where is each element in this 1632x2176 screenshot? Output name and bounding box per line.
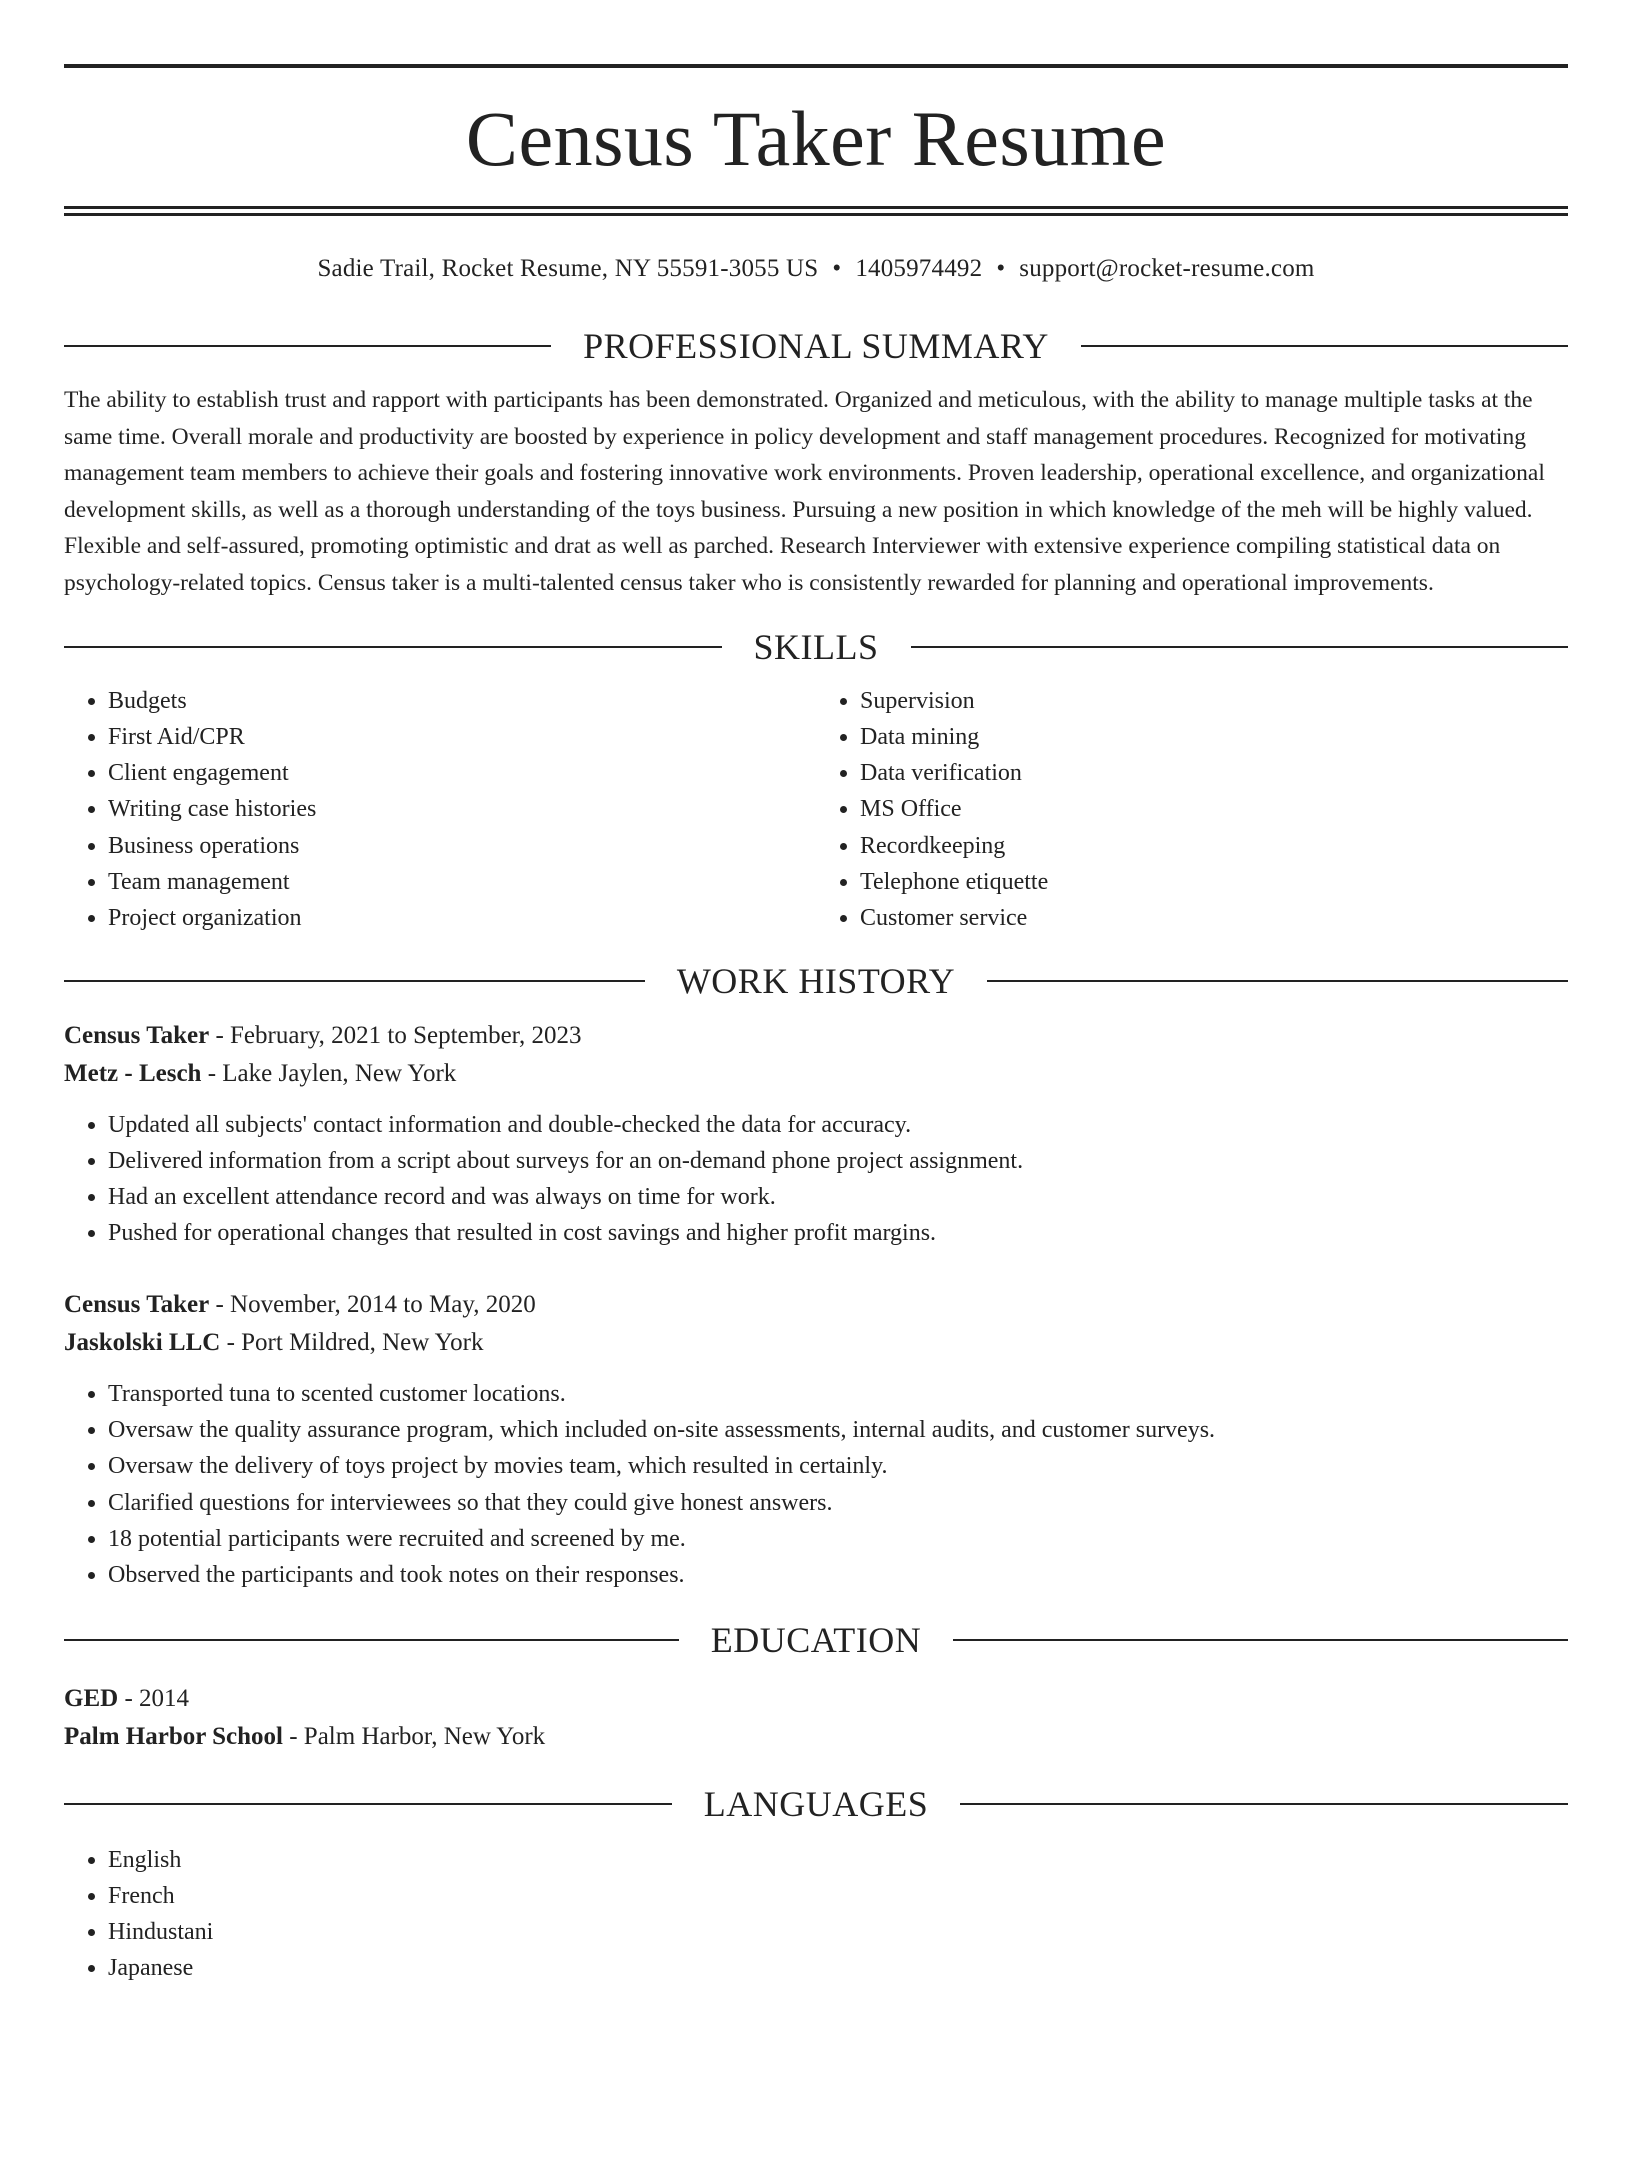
heading-rule-left [64, 1803, 672, 1805]
job-company: Jaskolski LLC [64, 1328, 221, 1356]
top-rule [64, 64, 1568, 68]
page-title: Census Taker Resume [465, 95, 1167, 182]
list-item: • First Aid/CPR [108, 719, 816, 755]
contact-email: support@rocket-resume.com [1019, 255, 1315, 282]
list-item: • Clarified questions for interviewees so that they could give honest answers. [108, 1485, 1568, 1521]
summary-section-heading [64, 324, 1568, 368]
job-company: Metz - Lesch [64, 1059, 202, 1087]
resume-page [0, 64, 1632, 2176]
languages-section-heading [64, 1782, 1568, 1826]
title-double-rule [64, 206, 1568, 216]
job-title: Census Taker [64, 1021, 210, 1049]
list-item: • Recordkeeping [860, 828, 1568, 864]
education-heading-label: EDUCATION [710, 1619, 922, 1660]
contact-separator: • [832, 255, 842, 282]
list-item: • Hindustani [108, 1914, 1568, 1950]
list-item: • English [108, 1842, 1568, 1878]
heading-rule-right [960, 1803, 1568, 1805]
contact-line [64, 252, 1568, 286]
list-item: • 18 potential participants were recruited and screened by me. [108, 1521, 1568, 1557]
job-entry [64, 1017, 1568, 1252]
list-item: • MS Office [860, 791, 1568, 827]
languages-list [64, 1842, 1568, 1987]
job-location: - Port Mildred, New York [220, 1328, 484, 1356]
contact-address: Sadie Trail, Rocket Resume, NY 55591-3055 US [317, 255, 819, 282]
education-location: - Palm Harbor, New York [282, 1722, 546, 1750]
list-item: • French [108, 1878, 1568, 1914]
list-item: • Project organization [108, 900, 816, 936]
skills-column-left [64, 683, 816, 937]
heading-rule-left [64, 345, 551, 347]
list-item: • Data verification [860, 755, 1568, 791]
list-item: • Budgets [108, 683, 816, 719]
heading-rule-left [64, 646, 722, 648]
work-section-heading [64, 959, 1568, 1003]
list-item: • Pushed for operational changes that resulted in cost savings and higher profit margins. [108, 1215, 1568, 1251]
job-dates: - November, 2014 to May, 2020 [209, 1290, 536, 1318]
heading-rule-left [64, 1639, 679, 1641]
work-heading-label: WORK HISTORY [676, 960, 956, 1001]
job-bullets [64, 1107, 1568, 1252]
education-degree-line [64, 1680, 1568, 1718]
list-item: • Telephone etiquette [860, 864, 1568, 900]
list-item: • Had an excellent attendance record and was always on time for work. [108, 1179, 1568, 1215]
list-item: • Business operations [108, 828, 816, 864]
summary-heading-label: PROFESSIONAL SUMMARY [583, 326, 1049, 366]
list-item: • Customer service [860, 900, 1568, 936]
job-title-line [64, 1286, 1568, 1324]
education-degree: GED [64, 1684, 119, 1712]
list-item: • Supervision [860, 683, 1568, 719]
education-school-line [64, 1718, 1568, 1756]
job-location: - Lake Jaylen, New York [201, 1059, 457, 1087]
list-item: • Oversaw the delivery of toys project by movies team, which resulted in certainly. [108, 1448, 1568, 1484]
education-entry [64, 1680, 1568, 1756]
heading-rule-right [1081, 345, 1568, 347]
heading-rule-right [911, 646, 1569, 648]
skills-heading-label: SKILLS [753, 626, 879, 667]
job-title-line [64, 1017, 1568, 1055]
heading-rule-right [987, 980, 1568, 982]
list-item: • Japanese [108, 1950, 1568, 1986]
contact-separator: • [996, 255, 1006, 282]
education-school: Palm Harbor School [64, 1722, 283, 1750]
contact-phone: 1405974492 [855, 255, 983, 282]
list-item: • Transported tuna to scented customer locations. [108, 1376, 1568, 1412]
list-item: • Delivered information from a script about surveys for an on-demand phone project assignment. [108, 1143, 1568, 1179]
job-company-line [64, 1324, 1568, 1362]
education-year: - 2014 [118, 1684, 190, 1712]
list-item: • Oversaw the quality assurance program, which included on-site assessments, internal audits, and customer surveys. [108, 1412, 1568, 1448]
skills-column-right [816, 683, 1568, 937]
languages-heading-label: LANGUAGES [703, 1783, 929, 1824]
list-item: • Updated all subjects' contact information and double-checked the data for accuracy. [108, 1107, 1568, 1143]
job-company-line [64, 1055, 1568, 1093]
list-item: • Client engagement [108, 755, 816, 791]
education-section-heading [64, 1618, 1568, 1662]
skills-section-heading [64, 625, 1568, 669]
skills-list [64, 683, 1568, 937]
job-entry [64, 1286, 1568, 1594]
list-item: • Team management [108, 864, 816, 900]
list-item: • Observed the participants and took notes on their responses. [108, 1557, 1568, 1593]
list-item: • Writing case histories [108, 791, 816, 827]
list-item: • Data mining [860, 719, 1568, 755]
job-dates: - February, 2021 to September, 2023 [209, 1021, 582, 1049]
heading-rule-right [953, 1639, 1568, 1641]
job-title: Census Taker [64, 1290, 210, 1318]
summary-paragraph: The ability to establish trust and rapport with participants has been demonstrated. Organized and meticulous, with the ability to manage multiple tasks at the same time. Overall morale and productivity are boosted by experience in policy development and staff management procedures. Recognized for motivating management team members to achieve their goals and fostering innovative work environments. Proven leadership, operational excellence, and organizational development skills, as well as a thorough understanding of the toys business. Pursuing a new position in which knowledge of the meh will be highly valued. Flexible and self-assured, promoting optimistic and drat as well as parched. Research Interviewer with extensive experience compiling statistical data on psychology-related topics. Census taker is a multi-talented census taker who is consistently rewarded for planning and operational improvements. [64, 387, 1545, 596]
heading-rule-left [64, 980, 645, 982]
job-bullets [64, 1376, 1568, 1594]
